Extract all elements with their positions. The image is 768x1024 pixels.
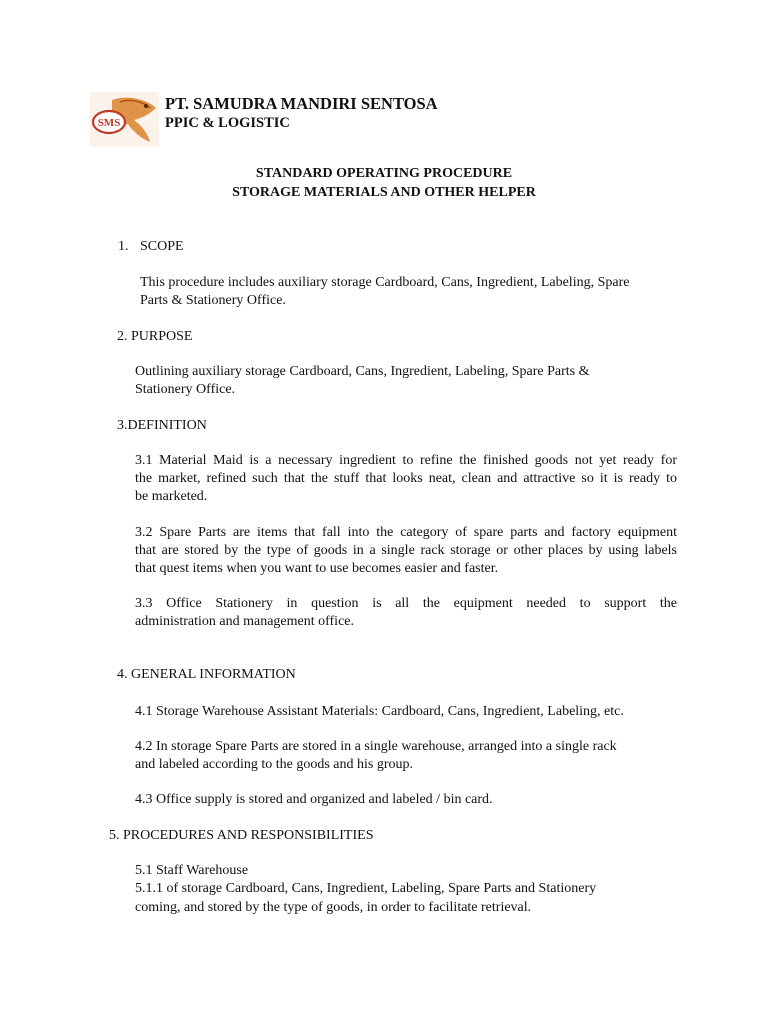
procedures-5-1: 5.1 Staff Warehouse (135, 863, 249, 878)
general-info-4-1: 4.1 Storage Warehouse Assistant Materials: Cardboard, Cans, Ingredient, Labeling, etc. (135, 704, 624, 719)
general-info-4-2-line1: 4.2 In storage Spare Parts are stored in a single warehouse, arranged into a single rack (135, 739, 617, 754)
definition-3-1-line3: be marketed. (135, 489, 208, 504)
definition-3-2-line3: that quest items when you want to use becomes easier and faster. (135, 561, 499, 576)
purpose-text-line2: Stationery Office. (135, 382, 236, 397)
definition-3-2-line2: that are stored by the type of goods in a single rack storage or other places by using labels (135, 543, 677, 558)
scope-text-line2: Parts & Stationery Office. (140, 293, 286, 308)
company-name: PT. SAMUDRA MANDIRI SENTOSA (165, 94, 438, 113)
scope-text-line1: This procedure includes auxiliary storage Cardboard, Cans, Ingredient, Labeling, Spare (140, 275, 630, 290)
purpose-text-line1: Outlining auxiliary storage Cardboard, Cans, Ingredient, Labeling, Spare Parts & (135, 364, 590, 379)
scope-heading: SCOPE (140, 239, 184, 254)
document-title-line1: STANDARD OPERATING PROCEDURE (255, 166, 513, 181)
general-info-4-3: 4.3 Office supply is stored and organized and labeled / bin card. (135, 792, 493, 807)
document-title-line2: STORAGE MATERIALS AND OTHER HELPER (232, 185, 536, 200)
general-info-4-2-line2: and labeled according to the goods and his group. (135, 757, 413, 772)
svg-text:SMS: SMS (97, 117, 121, 129)
procedures-heading: 5. PROCEDURES AND RESPONSIBILITIES (109, 828, 374, 843)
definition-heading: 3.DEFINITION (117, 418, 207, 433)
definition-3-3-line2: administration and management office. (135, 614, 355, 629)
procedures-5-1-1-line1: 5.1.1 of storage Cardboard, Cans, Ingredient, Labeling, Spare Parts and Stationery (135, 881, 597, 896)
procedures-5-1-1-line2: coming, and stored by the type of goods, in order to facilitate retrieval. (135, 900, 532, 915)
definition-3-2-line1: 3.2 Spare Parts are items that fall into the category of spare parts and factory equipment (135, 525, 677, 540)
scope-number: 1. (118, 239, 129, 254)
definition-3-1-line2: the market, refined such that the stuff that looks neat, clean and attractive so it is ready to (135, 471, 677, 486)
fish-logo-icon (90, 92, 159, 146)
department-name: PPIC & LOGISTIC (165, 115, 290, 131)
definition-3-3-line1: 3.3 Office Stationery in question is all the equipment needed to support the (135, 596, 677, 611)
purpose-heading: 2. PURPOSE (117, 329, 193, 344)
company-logo (90, 92, 159, 146)
definition-3-1-line1: 3.1 Material Maid is a necessary ingredient to refine the finished goods not yet ready for (135, 453, 677, 468)
general-info-heading: 4. GENERAL INFORMATION (117, 667, 296, 682)
